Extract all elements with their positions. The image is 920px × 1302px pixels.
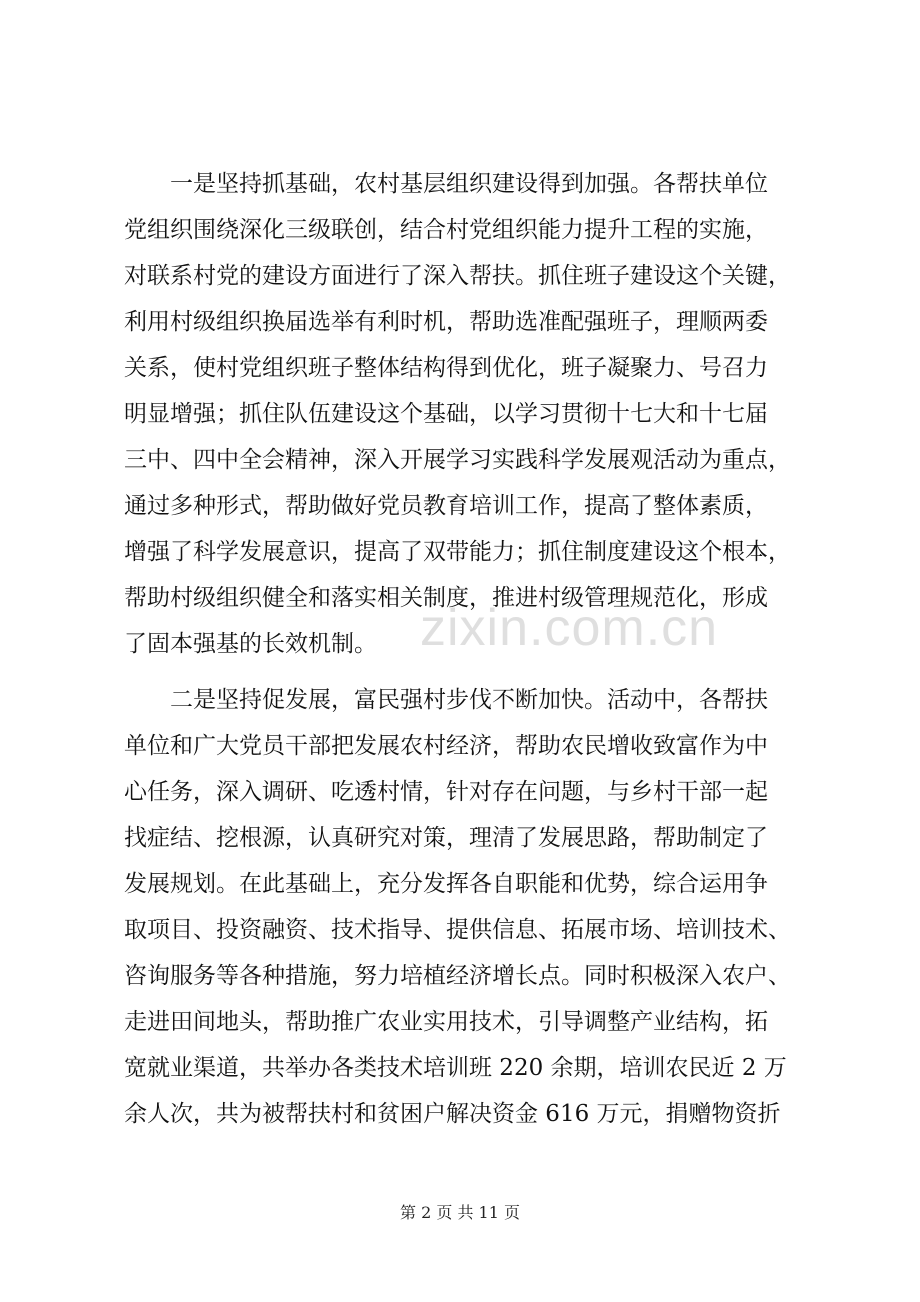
paragraph-1-line-4: 利用村级组织换届选举有利时机，帮助选准配强班子，理顺两委 <box>124 309 768 335</box>
paragraph-2-line-1: 二是坚持促发展，富民强村步伐不断加快。活动中，各帮扶 <box>170 687 768 713</box>
paragraph-1-line-7: 三中、四中全会精神，深入开展学习实践科学发展观活动为重点， <box>124 447 791 473</box>
paragraph-2-line-6: 取项目、投资融资、技术指导、提供信息、拓展市场、培训技术、 <box>124 917 791 943</box>
paragraph-2-line-10: 余人次，共为被帮扶村和贫困户解决资金 616 万元，捐赠物资折 <box>124 1101 781 1127</box>
paragraph-1-line-6: 明显增强；抓住队伍建设这个基础，以学习贯彻十七大和十七届 <box>124 401 768 427</box>
paragraph-1-line-2: 党组织围绕深化三级联创，结合村党组织能力提升工程的实施， <box>124 217 768 243</box>
paragraph-1-line-10: 帮助村级组织健全和落实相关制度，推进村级管理规范化，形成 <box>124 585 768 611</box>
paragraph-1-line-8: 通过多种形式，帮助做好党员教育培训工作，提高了整体素质， <box>124 493 768 519</box>
paragraph-1-line-9: 增强了科学发展意识，提高了双带能力；抓住制度建设这个根本， <box>124 539 791 565</box>
paragraph-2-line-2: 单位和广大党员干部把发展农村经济，帮助农民增收致富作为中 <box>124 733 768 759</box>
paragraph-1-line-11: 了固本强基的长效机制。 <box>124 631 377 657</box>
paragraph-2-line-4: 找症结、挖根源，认真研究对策，理清了发展思路，帮助制定了 <box>124 825 768 851</box>
watermark: zixin.com.cn <box>420 599 719 657</box>
page-footer: 第 2 页 共 11 页 <box>400 1203 520 1222</box>
paragraph-2-line-7: 咨询服务等各种措施，努力培植经济增长点。同时积极深入农户、 <box>124 963 791 989</box>
paragraph-2-line-9: 宽就业渠道，共举办各类技术培训班 220 余期，培训农民近 2 万 <box>124 1055 787 1081</box>
paragraph-1-line-5: 关系，使村党组织班子整体结构得到优化，班子凝聚力、号召力 <box>124 355 768 381</box>
paragraph-2-line-5: 发展规划。在此基础上，充分发挥各自职能和优势，综合运用争 <box>124 871 768 897</box>
paragraph-1-line-1: 一是坚持抓基础，农村基层组织建设得到加强。各帮扶单位 <box>170 171 768 197</box>
paragraph-2-line-3: 心任务，深入调研、吃透村情，针对存在问题，与乡村干部一起 <box>124 779 768 805</box>
paragraph-2-line-8: 走进田间地头，帮助推广农业实用技术，引导调整产业结构，拓 <box>124 1009 768 1035</box>
paragraph-1-line-3: 对联系村党的建设方面进行了深入帮扶。抓住班子建设这个关键， <box>124 263 791 289</box>
